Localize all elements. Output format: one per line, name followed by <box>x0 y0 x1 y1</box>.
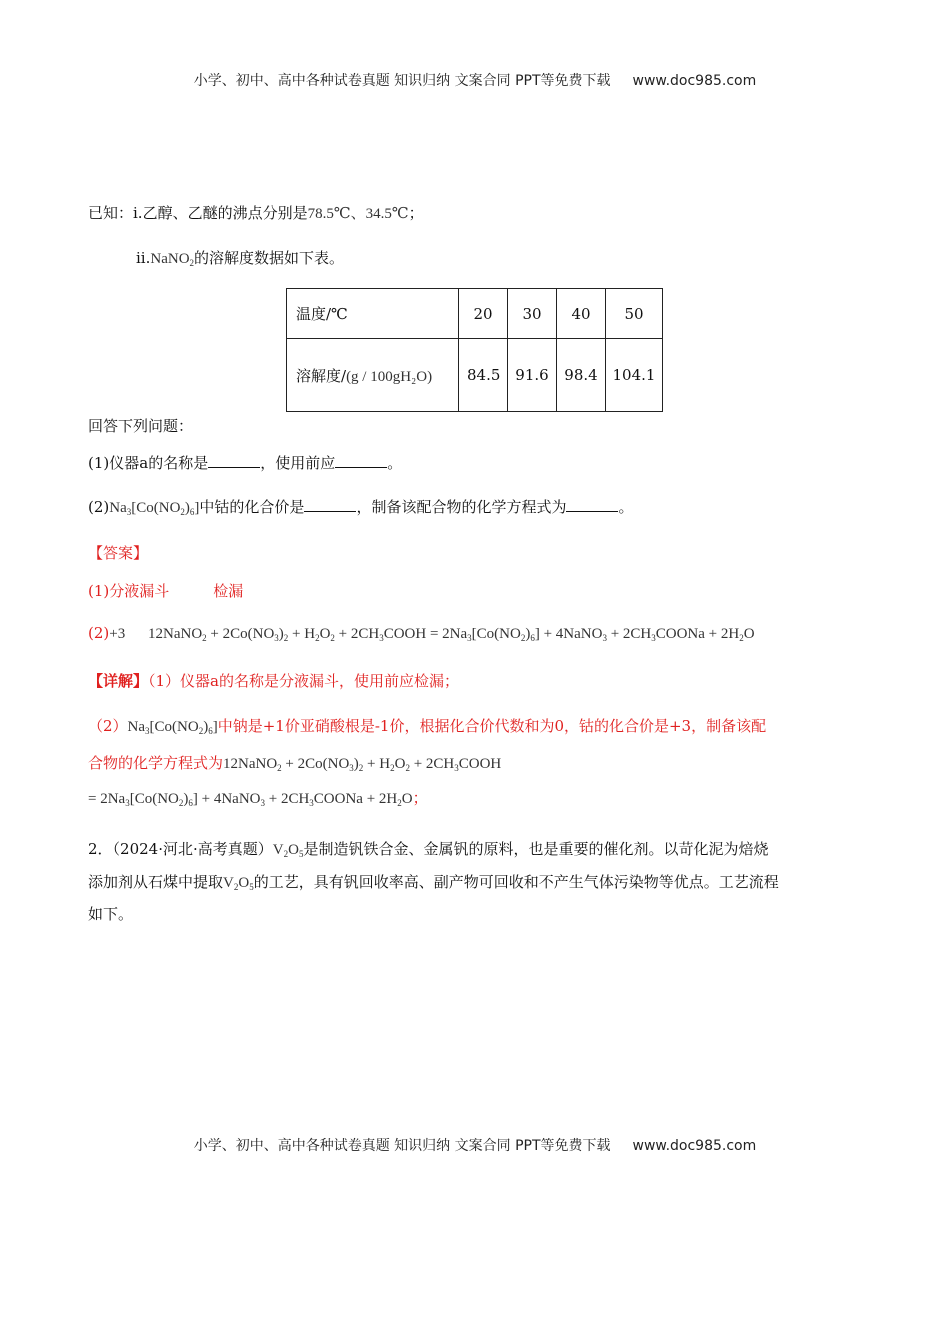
table-row <box>287 289 663 339</box>
formula-complex: $Na_3[Co(NO_2)_6]$ <box>127 719 218 736</box>
formula-v2o5: $V_2O_5$ <box>223 875 254 892</box>
question-2-line-2: 添加剂从石煤中提取$V_2O_5$的工艺，具有钒回收率高、副产物可回收和不产生气体污染物等优点。工艺流程 <box>88 873 779 892</box>
questions-intro: 回答下列问题： <box>88 417 194 435</box>
question-1: (1)仪器a的名称是 ，使用前应 。 <box>88 454 403 472</box>
formula-v2o5: $V_2O_5$ <box>272 842 304 859</box>
table-row <box>287 339 663 412</box>
answer-blank <box>208 453 260 468</box>
table-label-temp: 温度/℃ <box>287 289 459 339</box>
header-text: 小学、初中、高中各种试卷真题 知识归纳 文案合同 PPT等免费下载 <box>193 73 611 89</box>
answer-1: (1)分液漏斗 检漏 <box>88 582 244 600</box>
solubility-table <box>286 288 663 412</box>
table-cell: 20 <box>459 289 508 339</box>
table-cell: 98.4 <box>557 339 606 412</box>
formula-nano2: NaNO$_2$ <box>150 251 195 268</box>
known-prefix: 已知：i.乙醇、乙醚的沸点分别是 <box>88 204 308 222</box>
question-2-line-3: 如下。 <box>88 905 134 923</box>
answer-blank <box>335 453 387 468</box>
footer-site: www.doc985.com <box>632 1138 757 1154</box>
equation-detail-part2: = $2Na_3[Co(NO_2)_6]$ + 4NaNO$_3$ + $2CH_3COONa + 2H_2O$ <box>88 791 413 808</box>
detail-line-4: = $2Na_3[Co(NO_2)_6]$ + 4NaNO$_3$ + $2CH_3COONa + 2H_2O$； <box>88 789 428 808</box>
page-header <box>0 70 950 90</box>
answer-blank <box>304 497 356 512</box>
footer-text: 小学、初中、高中各种试卷真题 知识归纳 文案合同 PPT等免费下载 <box>193 1138 611 1154</box>
known-ii-text: 的溶解度数据如下表。 <box>194 249 345 267</box>
detail-line-3: 合物的化学方程式为12NaNO$_2$ + $2Co(NO_3)_2 + H_2O_2$ + $2CH_3COOH$ <box>88 754 502 773</box>
oxidation-state: +3 <box>109 626 126 642</box>
table-cell: 84.5 <box>459 339 508 412</box>
answer-heading: 【答案】 <box>88 544 149 562</box>
detail-line-2: $(2)Na_3[Co(NO_2)_6]$中钠是+1价亚硝酸根是-1价，根据化合价代数和为0，钴的化合价是+3，制备该配 <box>88 717 767 736</box>
answer-2: (2)+3 12NaNO$_2$ + $2Co(NO_3)_2 + H_2O_2$ + $2CH_3COOH = 2Na_3[Co(NO_2)_6]$ + 4NaNO$_3$ + $2CH_3COONa + 2H_2O$ <box>88 624 755 643</box>
known-ii: ii. <box>136 249 151 267</box>
table-label-solubility: 溶解度/(g / 100gH₂O) <box>287 339 459 412</box>
page-footer <box>0 1135 950 1155</box>
detail-line-1: 【详解】（1）仪器a的名称是分液漏斗，使用前应检漏； <box>88 672 460 690</box>
solubility-unit: (g / 100gH₂O) <box>346 368 433 385</box>
question-source: （2024·河北·高考真题） <box>112 840 273 858</box>
equation-detail-part1: 12NaNO$_2$ + $2Co(NO_3)_2 + H_2O_2$ + $2CH_3COOH$ <box>223 756 502 773</box>
table-cell: 30 <box>508 289 557 339</box>
question-2-line-1: 2．（2024·河北·高考真题）$V_2O_5$是制造钒铁合金、金属钒的原料，也是重要的催化剂。以苛化泥为焙烧 <box>88 840 769 859</box>
known-line-1 <box>88 201 424 226</box>
known-line-2 <box>136 246 344 271</box>
formula-complex: $Na_3[Co(NO_2)_6]$ <box>109 500 200 517</box>
table-cell: 104.1 <box>606 339 663 412</box>
detail-heading: 【详解】 <box>88 672 149 690</box>
table-cell: 50 <box>606 289 663 339</box>
header-site: www.doc985.com <box>632 73 757 89</box>
answer-blank <box>566 497 618 512</box>
boiling-points: 78.5℃、34.5℃ <box>307 206 409 222</box>
known-suffix: ； <box>408 204 424 222</box>
equation-answer: 12NaNO$_2$ + $2Co(NO_3)_2 + H_2O_2$ + $2CH_3COOH = 2Na_3[Co(NO_2)_6]$ + 4NaNO$_3$ + $2CH_3COONa + 2H_2O$ <box>148 626 755 643</box>
question-2: $(2)Na_3[Co(NO_2)_6]$中钴的化合价是 ，制备该配合物的化学方程式为 。 <box>88 498 634 517</box>
table-cell: 91.6 <box>508 339 557 412</box>
table-cell: 40 <box>557 289 606 339</box>
